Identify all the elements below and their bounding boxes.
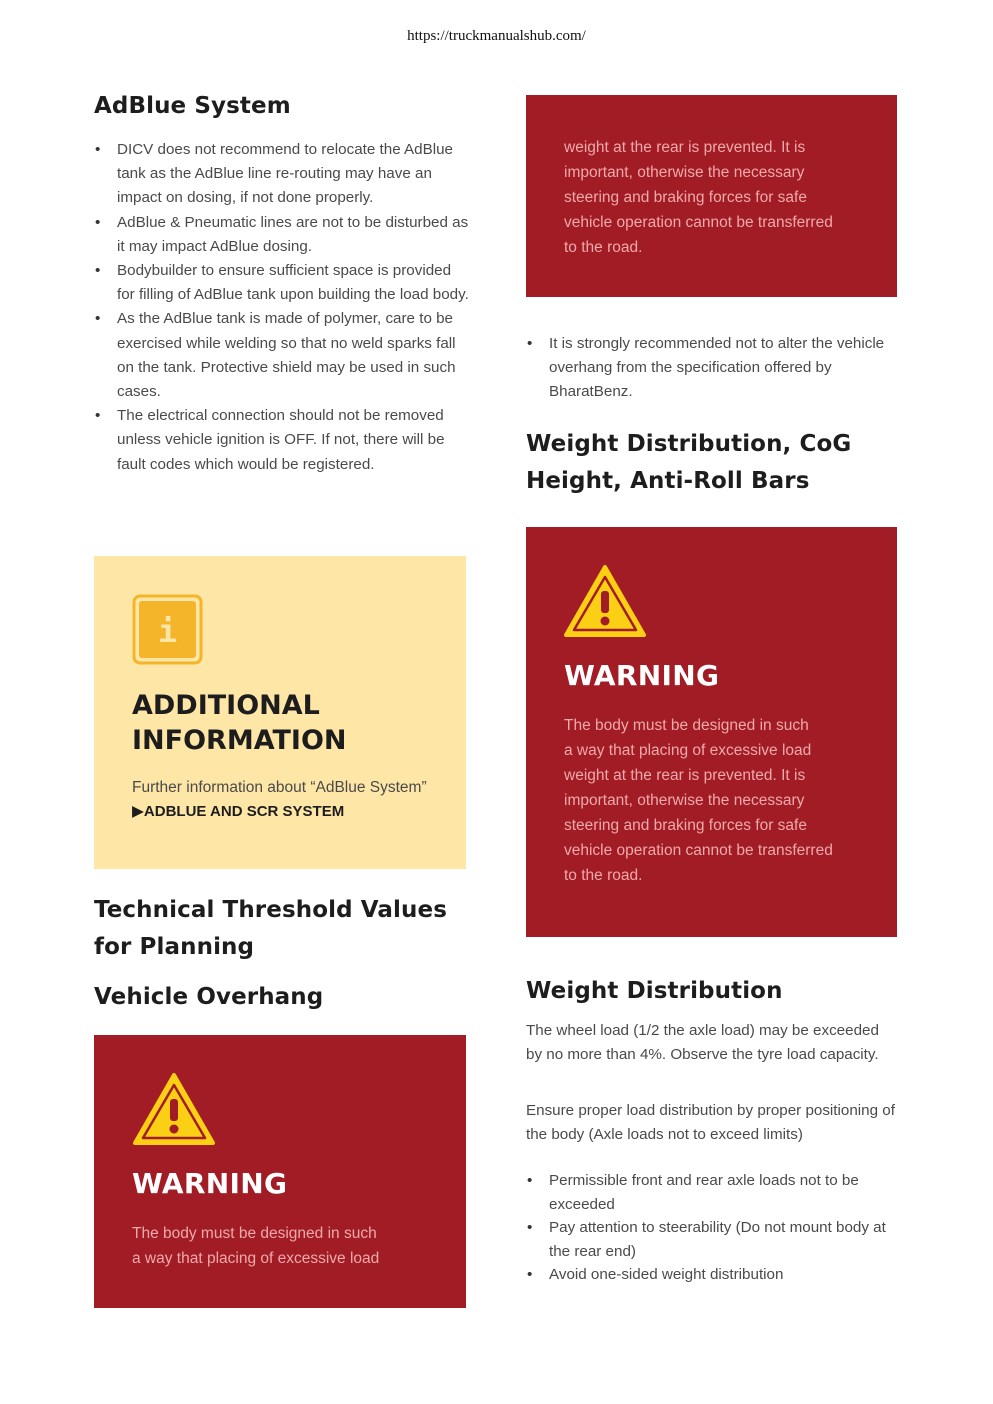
info-text [132, 776, 442, 824]
info-title-line1: ADDITIONAL [132, 690, 320, 721]
list-item: • The electrical connection should not be removed unless vehicle ignition is OFF. If not, there will be fault codes which would be registered. [94, 404, 472, 477]
cog-title [526, 426, 906, 500]
adblue-scr-link[interactable]: ADBLUE AND SCR SYSTEM [143, 803, 345, 820]
weight-bullet-list [526, 1169, 898, 1287]
list-item: • It is strongly recommended not to alter the vehicle overhang from the specification offered by BharatBenz. [526, 332, 898, 405]
list-item: • Permissible front and rear axle loads not to be exceeded [526, 1169, 898, 1216]
link-arrow-icon: ▶ [132, 803, 144, 820]
overhang-bullet-list [526, 332, 898, 405]
warning-text [132, 1221, 379, 1271]
warning-text-line: The body must be designed in such [564, 717, 809, 734]
warning-text-line: weight at the rear is prevented. It is [564, 767, 806, 784]
adblue-bullet-list [94, 138, 472, 477]
warning-title: WARNING [564, 659, 720, 692]
list-item: • Avoid one-sided weight distribution [526, 1263, 898, 1287]
warning-text-line: vehicle operation cannot be transferred [564, 842, 833, 859]
list-item: • Pay attention to steerability (Do not mount body at the rear end) [526, 1216, 898, 1263]
threshold-title [94, 892, 474, 966]
warning-text-line: steering and braking forces for safe [564, 189, 807, 206]
info-icon [132, 594, 203, 665]
adblue-title: AdBlue System [94, 93, 291, 119]
info-title-line2: INFORMATION [132, 725, 347, 756]
warning-box-left [94, 1035, 466, 1308]
list-item: • AdBlue & Pneumatic lines are not to be disturbed as it may impact AdBlue dosing. [94, 211, 472, 259]
threshold-title-line2: for Planning [94, 934, 255, 960]
list-item: • Bodybuilder to ensure sufficient space is provided for filling of AdBlue tank upon building the load body. [94, 259, 472, 307]
warning-text-line: a way that placing of excessive load [132, 1250, 380, 1267]
warning-text-line: steering and braking forces for safe [564, 817, 807, 834]
warning-box-right [526, 527, 897, 937]
page-url: https://truckmanualshub.com/ [407, 28, 586, 44]
threshold-title-line1: Technical Threshold Values [94, 897, 447, 923]
warning-text-line: important, otherwise the necessary [564, 164, 805, 181]
warning-text-continued [564, 135, 833, 260]
warning-text-line: The body must be designed in such [132, 1225, 377, 1242]
warning-text-line: important, otherwise the necessary [564, 792, 805, 809]
warning-text-line: to the road. [564, 867, 643, 884]
warning-icon [563, 564, 647, 643]
warning-text [564, 713, 833, 888]
warning-text-line: weight at the rear is prevented. It is [564, 139, 806, 156]
warning-text-line: vehicle operation cannot be transferred [564, 214, 833, 231]
cog-title-line2: Height, Anti-Roll Bars [526, 468, 810, 494]
warning-text-line: a way that placing of excessive load [564, 742, 812, 759]
info-title [132, 688, 347, 758]
additional-info-box [94, 556, 466, 869]
weight-para-1: The wheel load (1/2 the axle load) may be exceeded by no more than 4%. Observe the tyre load capacity. [526, 1022, 879, 1063]
warning-icon [132, 1072, 216, 1151]
weight-para-2: Ensure proper load distribution by proper positioning of the body (Axle loads not to exceed limits) [526, 1102, 895, 1143]
warning-box-continued [526, 95, 897, 297]
warning-text-line: to the road. [564, 239, 643, 256]
list-item: • As the AdBlue tank is made of polymer, care to be exercised while welding so that no weld sparks fall on the tank. Protective shield may be used in such cases. [94, 307, 472, 404]
info-description: Further information about “AdBlue System” [132, 779, 427, 796]
list-item: • DICV does not recommend to relocate the AdBlue tank as the AdBlue line re-routing may have an impact on dosing, if not done properly. [94, 138, 472, 211]
vehicle-overhang-title: Vehicle Overhang [94, 984, 324, 1010]
weight-distribution-title: Weight Distribution [526, 978, 783, 1004]
cog-title-line1: Weight Distribution, CoG [526, 431, 852, 457]
warning-title: WARNING [132, 1167, 288, 1200]
svg-text:i: i [157, 612, 178, 650]
